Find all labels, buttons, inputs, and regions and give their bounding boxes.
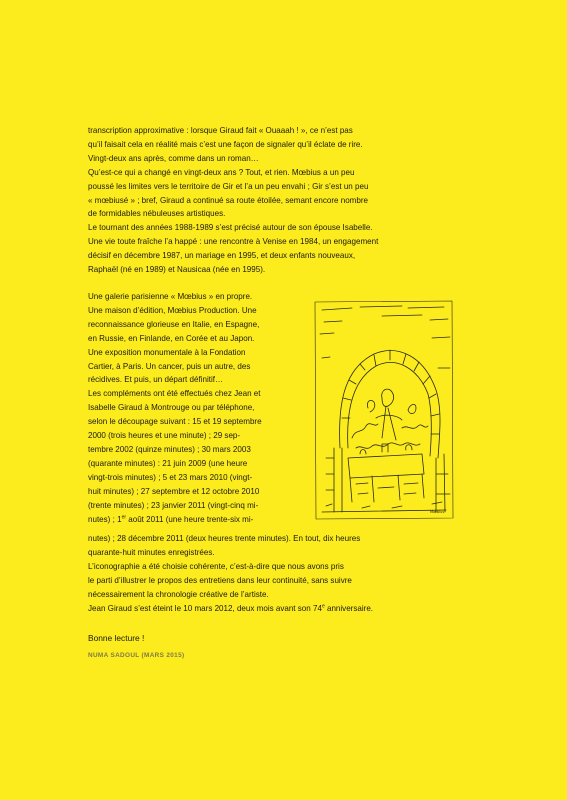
drawing-signature: Mœbius: [430, 510, 445, 514]
text-line: Raphaël (né en 1989) et Nausicaa (née en 1995).: [88, 265, 266, 275]
text-fragment: nutes) ; 1: [88, 514, 122, 524]
text-line: transcription approximative : lorsque Giraud fait « Ouaaah ! », ce n’est pas: [88, 126, 353, 135]
text-line: Une exposition monumentale à la Fondation: [88, 347, 246, 357]
paragraph-career: [88, 290, 308, 387]
text-line: le parti d’illustrer le propos des entretiens dans leur continuité, sans suivre: [88, 575, 352, 585]
text-line: « mœbiusé » ; bref, Giraud a continué sa route étoilée, semant encore nombre: [88, 195, 369, 205]
paragraph-transcription: [88, 124, 454, 166]
closing-line: Bonne lecture !: [88, 633, 145, 643]
ordinal-superscript: er: [121, 513, 127, 520]
text-line: en Russie, en Finlande, en Corée et au Japon.: [88, 333, 255, 343]
text-block-top: [88, 124, 454, 277]
author-signature: NUMA SADOUL (MARS 2015): [88, 652, 185, 659]
text-line: [88, 513, 308, 527]
paragraph-complements-end: [88, 532, 454, 560]
text-line: nutes) ; 28 décembre 2011 (deux heures trente minutes). En tout, dix heures: [88, 534, 361, 543]
text-line: tembre 2002 (quinze minutes) ; 30 mars 2003: [88, 444, 251, 454]
ordinal-superscript: e: [321, 602, 325, 609]
paragraph-iconography: [88, 560, 454, 602]
text-block-bottom: [88, 532, 454, 615]
text-line: Qu’est-ce qui a changé en vingt-deux ans ? Tout, et rien. Mœbius a un peu: [88, 167, 355, 177]
text-block-beside-drawing: [88, 290, 308, 526]
text-line: nécessairement la chronologie créative de l’artiste.: [88, 589, 269, 599]
text-line: récidives. Et puis, un départ définitif…: [88, 375, 224, 385]
text-line: de formidables nébuleuses artistiques.: [88, 209, 226, 219]
text-line: Cartier, à Paris. Un cancer, puis un autre, des: [88, 361, 251, 371]
text-line: décisif en décembre 1987, un mariage en 1995, et deux enfants nouveaux,: [88, 251, 356, 261]
text-line: Une maison d’édition, Mœbius Production. Une: [88, 305, 257, 315]
paragraph-changes: [88, 166, 454, 222]
text-line: vingt-trois minutes) ; 5 et 23 mars 2010 (vingt-: [88, 472, 253, 482]
text-line: selon le découpage suivant : 15 et 19 septembre: [88, 417, 262, 427]
text-fragment: anniversaire.: [324, 603, 374, 613]
text-line: [88, 602, 454, 616]
text-fragment: Jean Giraud s’est éteint le 10 mars 2012, deux mois avant son 74: [88, 603, 322, 613]
text-line: (trente minutes) ; 23 janvier 2011 (vingt-cinq mi-: [88, 500, 259, 510]
text-line: (quarante minutes) : 21 juin 2009 (une heure: [88, 458, 248, 468]
text-line: quarante-huit minutes enregistrées.: [88, 547, 215, 557]
text-line: poussé les limites vers le territoire de Gir et l’a un peu envahi ; Gir s’est un peu: [88, 181, 369, 191]
text-line: Une galerie parisienne « Mœbius » en propre.: [88, 292, 253, 301]
text-line: Les compléments ont été effectués chez Jean et: [88, 389, 261, 399]
text-fragment: août 2011 (une heure trente-six mi-: [126, 514, 254, 524]
text-line: L’iconographie a été choisie cohérente, c’est-à-dire que nous avons pris: [88, 561, 344, 571]
ink-drawing-illustration: [312, 298, 456, 530]
paragraph-turning-point: [88, 221, 454, 277]
text-line: Une vie toute fraîche l’a happé : une rencontre à Venise en 1984, un engagement: [88, 237, 379, 247]
text-line: Le tournant des années 1988-1989 s’est précisé autour de son épouse Isabelle.: [88, 223, 373, 233]
text-line: reconnaissance glorieuse en Italie, en Espagne,: [88, 319, 260, 329]
text-line: Vingt-deux ans après, comme dans un roman…: [88, 153, 259, 163]
text-line: Isabelle Giraud à Montrouge ou par téléphone,: [88, 403, 255, 413]
paragraph-death: [88, 602, 454, 616]
text-line: 2000 (trois heures et une minute) ; 29 sep-: [88, 431, 241, 441]
text-line: huit minutes) ; 27 septembre et 12 octobre 2010: [88, 486, 260, 496]
paragraph-complements: [88, 387, 308, 526]
text-line: qu’il faisait cela en réalité mais c’est une façon de signaler qu’il éclate de rire.: [88, 139, 363, 149]
